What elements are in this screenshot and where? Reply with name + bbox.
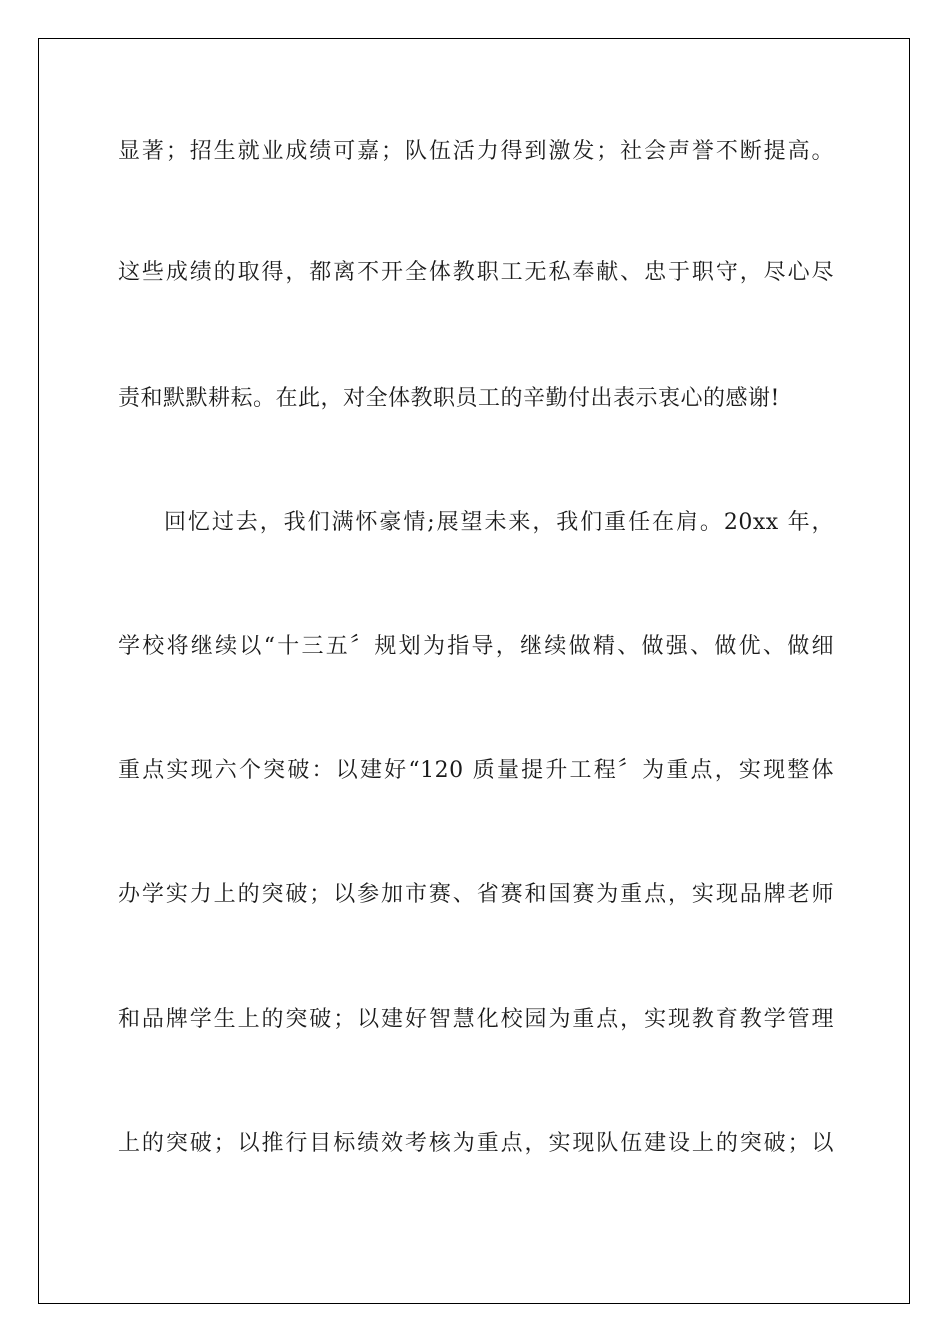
paragraph-start-line: 回忆过去，我们满怀豪情;展望未来，我们重任在肩。20xx 年， [164,510,834,535]
page-border [38,38,910,1304]
body-text-line-1: 显著；招生就业成绩可嘉；队伍活力得到激发；社会声誉不断提高。 [118,139,834,164]
body-text-line-5: 学校将继续以“十三五〞规划为指导，继续做精、做强、做优、做细 [118,634,834,659]
body-text-line-9: 上的突破；以推行目标绩效考核为重点，实现队伍建设上的突破；以 [118,1131,834,1156]
body-text-line-6: 重点实现六个突破：以建好“120 质量提升工程〞为重点，实现整体 [118,758,834,783]
body-text-line-2: 这些成绩的取得，都离不开全体教职工无私奉献、忠于职守，尽心尽 [118,260,834,285]
body-text-line-7: 办学实力上的突破；以参加市赛、省赛和国赛为重点，实现品牌老师 [118,882,834,907]
body-text-line-3: 责和默默耕耘。在此，对全体教职员工的辛勤付出表示衷心的感谢! [118,386,780,411]
body-text-line-8: 和品牌学生上的突破；以建好智慧化校园为重点，实现教育教学管理 [118,1007,834,1032]
